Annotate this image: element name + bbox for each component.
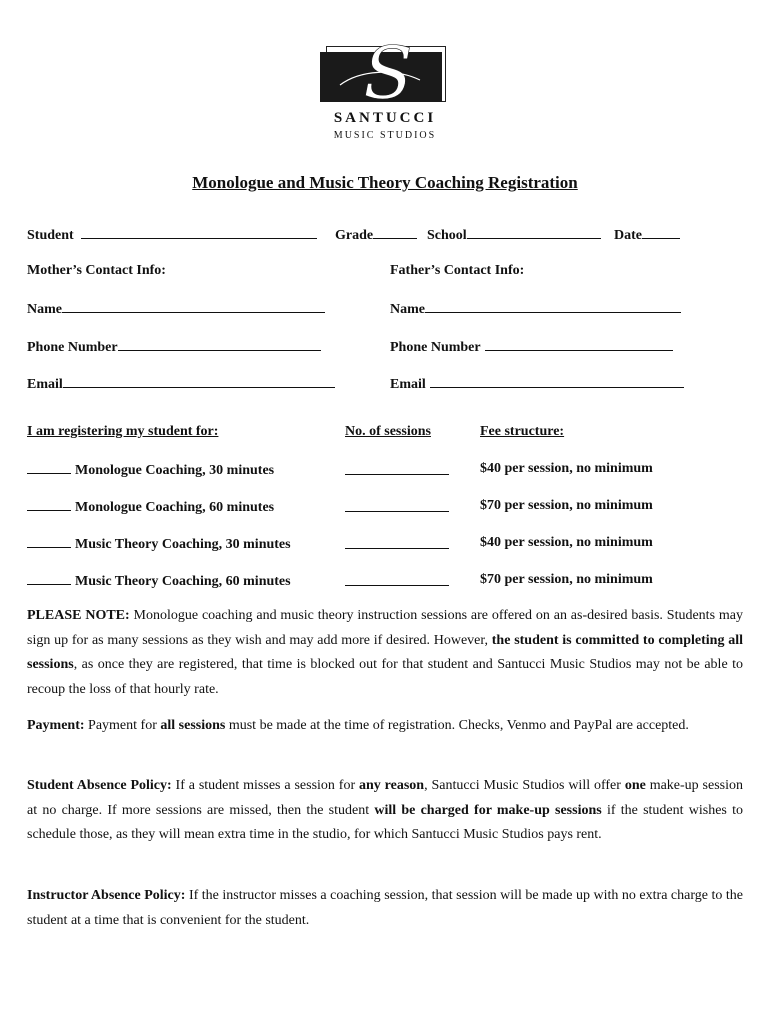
father-phone-label: Phone Number <box>390 340 481 355</box>
service-label: Monologue Coaching, 60 minutes <box>75 500 275 515</box>
service-row <box>27 498 274 516</box>
father-name-field[interactable] <box>390 300 681 318</box>
sessions-count-line[interactable] <box>345 573 449 591</box>
fee-text: $70 per session, no minimum <box>480 572 653 587</box>
mother-email-label: Email <box>27 377 63 392</box>
student-line[interactable] <box>81 226 317 239</box>
student-absence-paragraph: Student Absence Policy: If a student misses a session for any reason, Santucci Music Studios will offer one make-up session at no charge. If more sessions are missed, then the student will be charged for make-up sessions if the student wishes to schedule those, as they will mean extra time in the studio, for which Santucci Music Studios pays rent. <box>27 778 743 842</box>
service-label: Music Theory Coaching, 60 minutes <box>75 574 291 589</box>
mother-email-field[interactable] <box>27 375 335 393</box>
student-field[interactable] <box>27 226 317 244</box>
father-email-line[interactable] <box>430 375 684 388</box>
grade-line[interactable] <box>373 226 417 239</box>
father-name-line[interactable] <box>425 300 681 313</box>
svg-text:S: S <box>363 40 413 110</box>
sessions-header: No. of sessions <box>345 424 431 439</box>
father-phone-line[interactable] <box>485 338 673 351</box>
school-field[interactable] <box>427 226 601 244</box>
father-email-label: Email <box>390 377 426 392</box>
fee-text: $40 per session, no minimum <box>480 535 653 550</box>
student-absence-label: Student Absence Policy: <box>27 778 172 793</box>
logo-brand: SANTUCCI <box>333 110 437 126</box>
payment-paragraph: Payment: Payment for all sessions must be made at the time of registration. Checks, Venmo and PayPal are accepted. <box>27 718 689 733</box>
student-label: Student <box>27 228 74 243</box>
school-label: School <box>427 228 467 243</box>
logo-subtitle: MUSIC STUDIOS <box>333 130 437 141</box>
register-for-header: I am registering my student for: <box>27 424 219 439</box>
grade-label: Grade <box>335 228 374 243</box>
service-label: Music Theory Coaching, 30 minutes <box>75 537 291 552</box>
date-field[interactable] <box>614 226 680 244</box>
mother-contact-header: Mother’s Contact Info: <box>27 263 166 278</box>
service-row <box>27 572 291 590</box>
father-contact-header: Father’s Contact Info: <box>390 263 525 278</box>
please-note-paragraph: PLEASE NOTE: Monologue coaching and music theory instruction sessions are offered on an as-desired basis. Students may sign up for as many sessions as they wish and may add more if desired. However, the student is committed to completing all sessions, as once they are registered, that time is blocked out for that student and Santucci Music Studios may not be able to recoup the loss of that hourly rate. <box>27 608 743 697</box>
grade-field[interactable] <box>335 226 417 244</box>
note-label: PLEASE NOTE: <box>27 608 130 623</box>
father-email-field[interactable] <box>390 375 684 393</box>
date-line[interactable] <box>642 226 680 239</box>
sessions-count-line[interactable] <box>345 462 449 480</box>
service-row <box>27 535 291 553</box>
mother-phone-label: Phone Number <box>27 340 118 355</box>
service-row <box>27 461 274 479</box>
mother-email-line[interactable] <box>63 375 335 388</box>
form-title: Monologue and Music Theory Coaching Registration <box>192 173 578 192</box>
instructor-absence-label: Instructor Absence Policy: <box>27 888 186 903</box>
mother-name-field[interactable] <box>27 300 325 318</box>
father-phone-field[interactable] <box>390 338 673 356</box>
fee-text: $70 per session, no minimum <box>480 498 653 513</box>
instructor-absence-paragraph: Instructor Absence Policy: If the instructor misses a coaching session, that session will be made up with no extra charge to the student at a time that is convenient for the student. <box>27 888 743 928</box>
school-line[interactable] <box>467 226 601 239</box>
sessions-count-line[interactable] <box>345 499 449 517</box>
service-select-line[interactable] <box>27 572 71 585</box>
payment-label: Payment: <box>27 718 85 733</box>
service-select-line[interactable] <box>27 498 71 511</box>
logo-s-monogram <box>320 40 450 110</box>
service-select-line[interactable] <box>27 461 71 474</box>
mother-name-label: Name <box>27 302 62 317</box>
studio-logo <box>320 40 450 150</box>
service-label: Monologue Coaching, 30 minutes <box>75 463 275 478</box>
fee-header: Fee structure: <box>480 424 565 439</box>
mother-phone-field[interactable] <box>27 338 321 356</box>
fee-text: $40 per session, no minimum <box>480 461 653 476</box>
date-label: Date <box>614 228 642 243</box>
service-select-line[interactable] <box>27 535 71 548</box>
mother-phone-line[interactable] <box>118 338 321 351</box>
father-name-label: Name <box>390 302 425 317</box>
mother-name-line[interactable] <box>62 300 325 313</box>
sessions-count-line[interactable] <box>345 536 449 554</box>
